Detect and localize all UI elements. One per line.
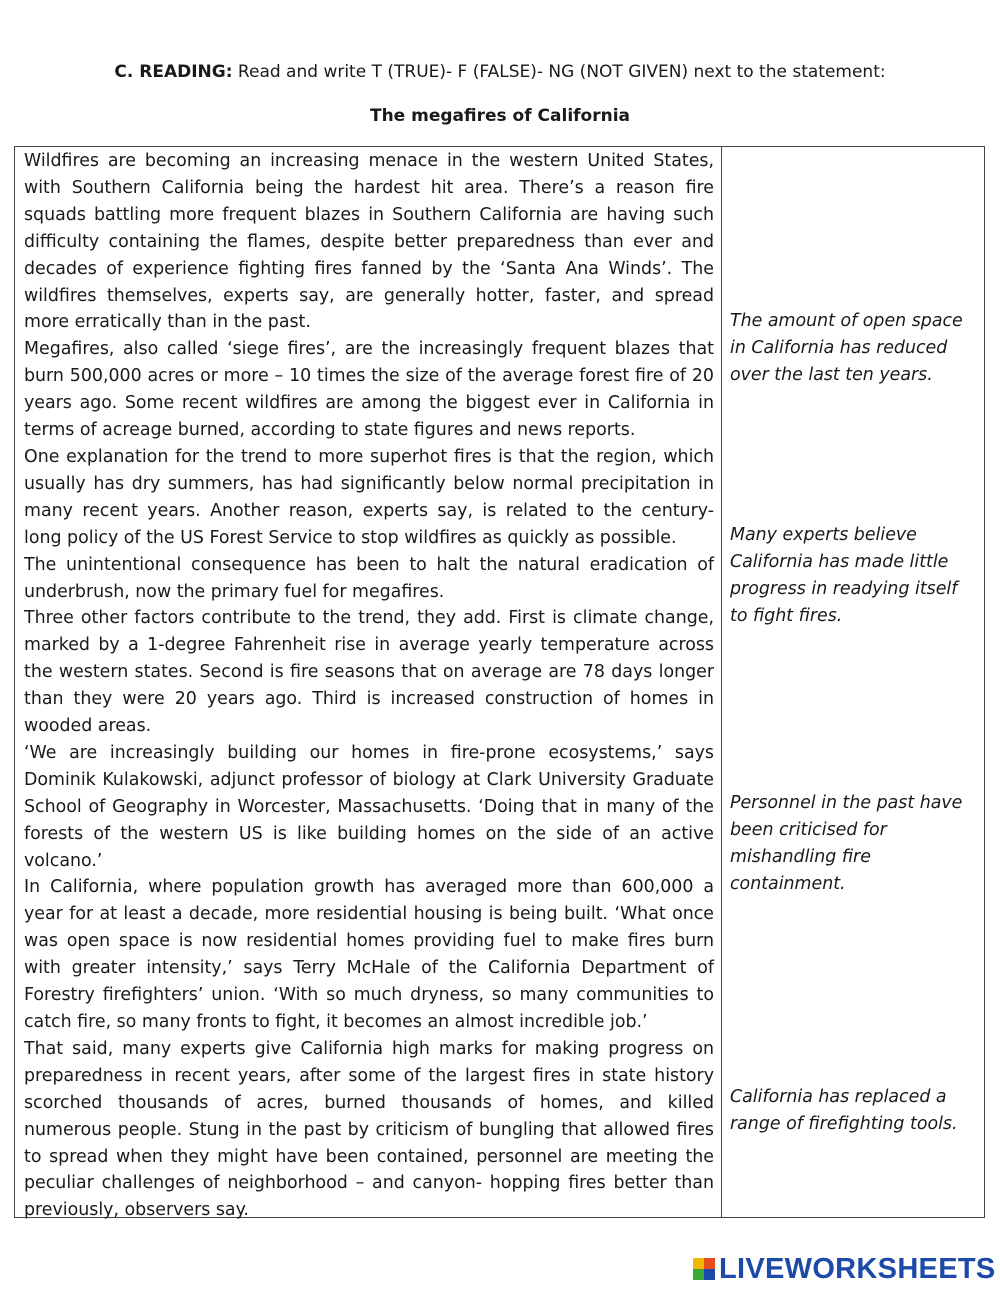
passage-column [24,148,714,1224]
instruction-text: Read and write T (TRUE)- F (FALSE)- NG (NOT GIVEN) next to the statement: [232,62,886,82]
passage-paragraph-3: One explanation for the trend to more superhot fires is that the region, which usually has dry summers, has had significantly below normal precipitation in many recent years. Another reason, experts say, is related to the century- long policy of the US Forest Service to stop wildfires as quickly as possible. [24,446,714,548]
logo-square-2 [704,1258,715,1269]
passage-paragraph-8: That said, many experts give California high marks for making progress on preparedness in recent years, after some of the largest fires in state history scorched thousands of acres, burned thousands of homes, and killed numerous people. Stung in the past by criticism of bungling that allowed fires to spread when they might have been contained, personnel are meeting the peculiar challenges of neighborhood – and canyon- hopping fires better than previously, observers say. [24,1038,714,1221]
logo-square-1 [693,1258,704,1269]
column-divider [721,147,722,1217]
passage-paragraph-6: ‘We are increasingly building our homes in fire-prone ecosystems,’ says Dominik Kulakowski, adjunct professor of biology at Clark University Graduate School of Geography in Worcester, Massachusetts. ‘Doing that in many of the forests of the western US is like building homes on the side of an active volcano.’ [24,742,714,871]
logo-square-3 [693,1269,704,1280]
passage-paragraph-5: Three other factors contribute to the trend, they add. First is climate change, marked by a 1-degree Fahrenheit rise in average yearly temperature across the western states. Second is fire seasons that on average are 78 days longer than they were 20 years ago. Third is increased construction of homes in wooded areas. [24,608,714,737]
statement-1: The amount of open space in California has reduced over the last ten years. [730,311,963,385]
logo-icon [693,1258,715,1280]
statement-2: Many experts believe California has made little progress in readying itself to fight fires. [730,525,958,626]
instruction [0,60,1000,84]
liveworksheets-logo [693,1254,996,1284]
passage-paragraph-2: Megafires, also called ‘siege fires’, are the increasingly frequent blazes that burn 500,000 acres or more – 10 times the size of the average forest fire of 20 years ago. Some recent wildfires are among the biggest ever in California in terms of acreage burned, according to state figures and news reports. [24,339,714,441]
instruction-label: C. READING: [114,62,233,82]
passage-title: The megafires of California [369,106,631,126]
passage-paragraph-7: In California, where population growth has averaged more than 600,000 a year for at least a decade, more residential housing is being built. ‘What once was open space is now residential homes providing fuel to make fires burn with greater intensity,’ says Terry McHale of the California Department of Forestry firefighters’ union. ‘With so much dryness, so many communities to catch fire, so many fronts to fight, it becomes an almost incredible job.’ [24,877,714,1032]
reading-table [14,146,985,1221]
logo-text: LIVEWORKSHEETS [719,1253,996,1285]
passage-paragraph-4: The unintentional consequence has been to halt the natural eradication of underbrush, now the primary fuel for megafires. [24,554,714,602]
statement-4: California has replaced a range of firefighting tools. [730,1087,958,1134]
logo-square-4 [704,1269,715,1280]
statement-3: Personnel in the past have been criticised for mishandling fire containment. [730,793,963,894]
passage-paragraph-1: Wildfires are becoming an increasing menace in the western United States, with Southern California being the hardest hit area. There’s a reason fire squads battling more frequent blazes in Southern California are having such difficulty containing the flames, despite better preparedness than ever and decades of experience fighting fires fanned by the ‘Santa Ana Winds’. The wildfires themselves, experts say, are generally hotter, faster, and spread more erratically than in the past. [24,151,714,333]
